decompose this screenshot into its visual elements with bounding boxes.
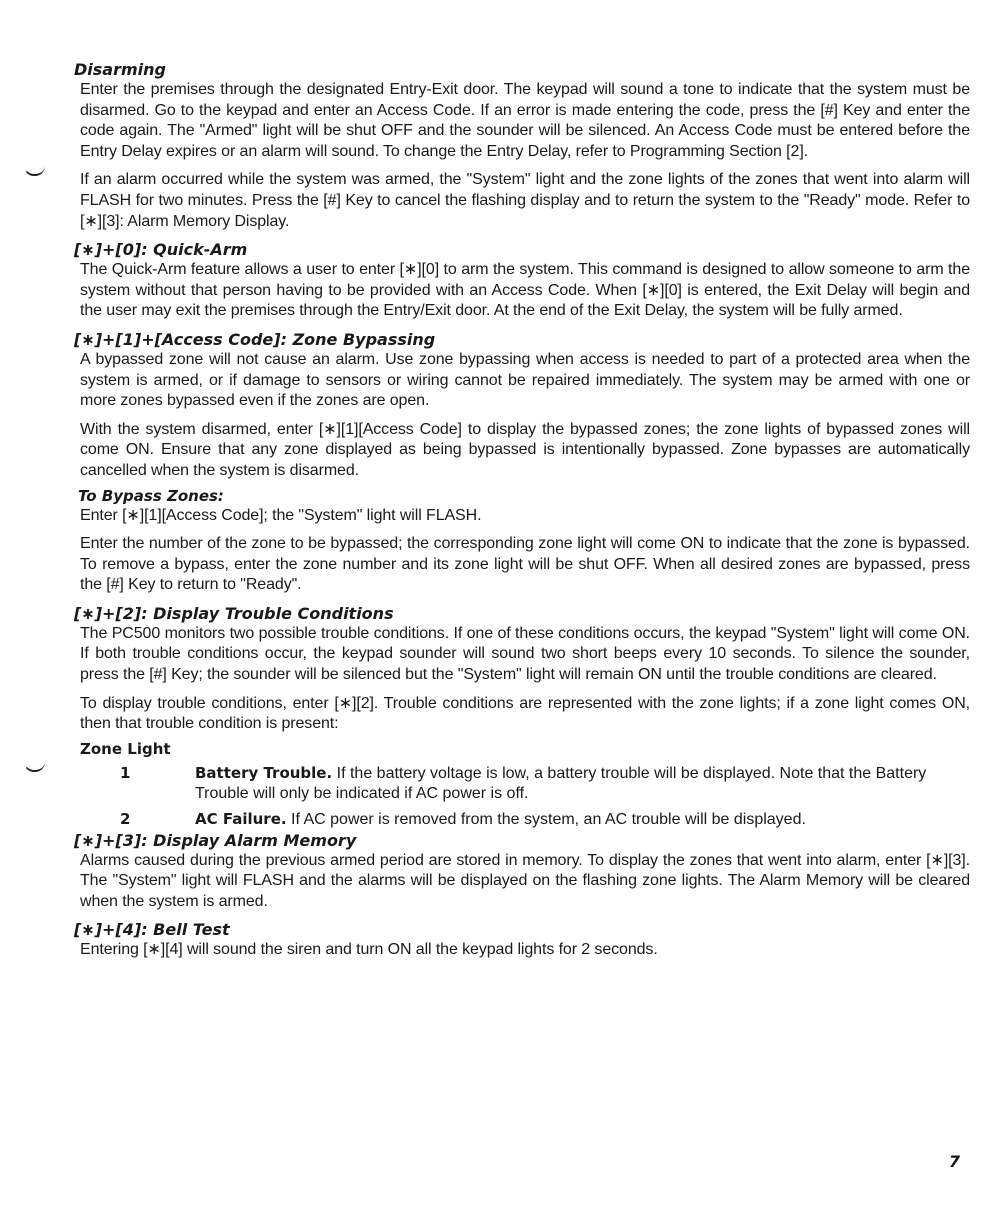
margin-mark-top xyxy=(24,166,45,176)
section-zone-bypassing xyxy=(74,329,970,596)
zone-bypassing-paragraph-2: With the system disarmed, enter [∗][1][Access Code] to display the bypassed zones; the zone lights of bypassed zones will come ON. Ensure that any zone displayed as being bypassed is intentionally bypassed. Zone bypasses are automatically cancelled when the system is disarmed. xyxy=(80,420,970,479)
section-quick-arm xyxy=(74,240,970,322)
zone-light-row xyxy=(80,763,970,805)
zone-bypassing-paragraph-1: A bypassed zone will not cause an alarm. Use zone bypassing when access is needed to part of a protected area when the system is armed, or if damage to sensors or wiring cannot be repaired immediately. The system may be armed with one or more zones bypassed even if the zones are open. xyxy=(80,350,970,410)
zone-description xyxy=(195,763,970,805)
section-title-trouble-conditions: [∗]+[2]: Display Trouble Conditions xyxy=(74,603,394,623)
margin-mark-bottom xyxy=(24,762,45,772)
section-trouble-conditions xyxy=(74,603,970,831)
section-disarming xyxy=(74,60,970,232)
zone-text: If AC power is removed from the system, an AC trouble will be displayed. xyxy=(291,811,806,829)
page-number: 7 xyxy=(948,1152,960,1171)
zone-number: 1 xyxy=(120,763,131,782)
subsection-title-to-bypass-zones: To Bypass Zones: xyxy=(78,486,224,505)
section-bell-test xyxy=(74,920,970,961)
trouble-paragraph-1: The PC500 monitors two possible trouble conditions. If one of these conditions occurs, the keypad "System" light will come ON. If both trouble conditions occur, the keypad sounder will sound two short beeps every 10 seconds. To silence the sounder, press the [#] Key; the sounder will be silenced but the "System" light will remain ON until the trouble conditions are cleared. xyxy=(80,624,970,684)
zone-bypassing-paragraph-3: Enter [∗][1][Access Code]; the "System" light will FLASH. xyxy=(80,506,482,524)
manual-page xyxy=(74,60,970,961)
section-alarm-memory xyxy=(74,830,970,913)
zone-description xyxy=(195,809,970,831)
zone-name: Battery Trouble. xyxy=(195,763,333,782)
zone-light-header: Zone Light xyxy=(80,739,171,758)
trouble-paragraph-2: To display trouble conditions, enter [∗][2]. Trouble conditions are represented with the zone lights; if a zone light comes ON, then that trouble condition is present: xyxy=(80,694,970,733)
quick-arm-paragraph: The Quick-Arm feature allows a user to enter [∗][0] to arm the system. This command is designed to allow someone to arm the system without that person having to be provided with an Access Code. When [∗][0] is entered, the Exit Delay will begin and the user may exit the premises through the Entry/Exit door. At the end of the Exit Delay, the system will be fully armed. xyxy=(80,261,970,320)
zone-name: AC Failure. xyxy=(195,810,287,829)
zone-light-row xyxy=(80,809,970,831)
bell-test-paragraph: Entering [∗][4] will sound the siren and turn ON all the keypad lights for 2 seconds. xyxy=(80,941,658,959)
alarm-memory-paragraph: Alarms caused during the previous armed period are stored in memory. To display the zones that went into alarm, enter [∗][3]. The "System" light will FLASH and the alarms will be displayed on the flashing zone lights. The Alarm Memory will be cleared when the system is armed. xyxy=(80,851,970,910)
disarming-paragraph-2: If an alarm occurred while the system was armed, the "System" light and the zone lights of the zones that went into alarm will FLASH for two minutes. Press the [#] Key to cancel the flashing display and to return the system to the "Ready" mode. Refer to [∗][3]: Alarm Memory Display. xyxy=(80,171,970,230)
zone-text: If the battery voltage is low, a battery trouble will be displayed. Note that the Battery Trouble will only be indicated if AC power is off. xyxy=(195,764,927,803)
section-title-disarming: Disarming xyxy=(74,60,166,79)
zone-number: 2 xyxy=(120,810,131,829)
section-title-alarm-memory: [∗]+[3]: Display Alarm Memory xyxy=(74,830,357,850)
section-title-bell-test: [∗]+[4]: Bell Test xyxy=(74,920,230,940)
section-title-quick-arm: [∗]+[0]: Quick-Arm xyxy=(74,240,248,260)
zone-bypassing-paragraph-4: Enter the number of the zone to be bypassed; the corresponding zone light will come ON to indicate that the zone is bypassed. To remove a bypass, enter the zone number and its zone light will be shut OFF. When all desired zones are bypassed, press the [#] Key to return to "Ready". xyxy=(80,535,970,594)
section-title-zone-bypassing: [∗]+[1]+[Access Code]: Zone Bypassing xyxy=(74,329,436,349)
disarming-paragraph-1: Enter the premises through the designated Entry-Exit door. The keypad will sound a tone to indicate that the system must be disarmed. Go to the keypad and enter an Access Code. If an error is made entering the code, press the [#] Key and enter the code again. The "Armed" light will be shut OFF and the sounder will be silenced. An Access Code must be entered before the Entry Delay expires or an alarm will sound. To change the Entry Delay, refer to Programming Section [2]. xyxy=(80,81,970,160)
